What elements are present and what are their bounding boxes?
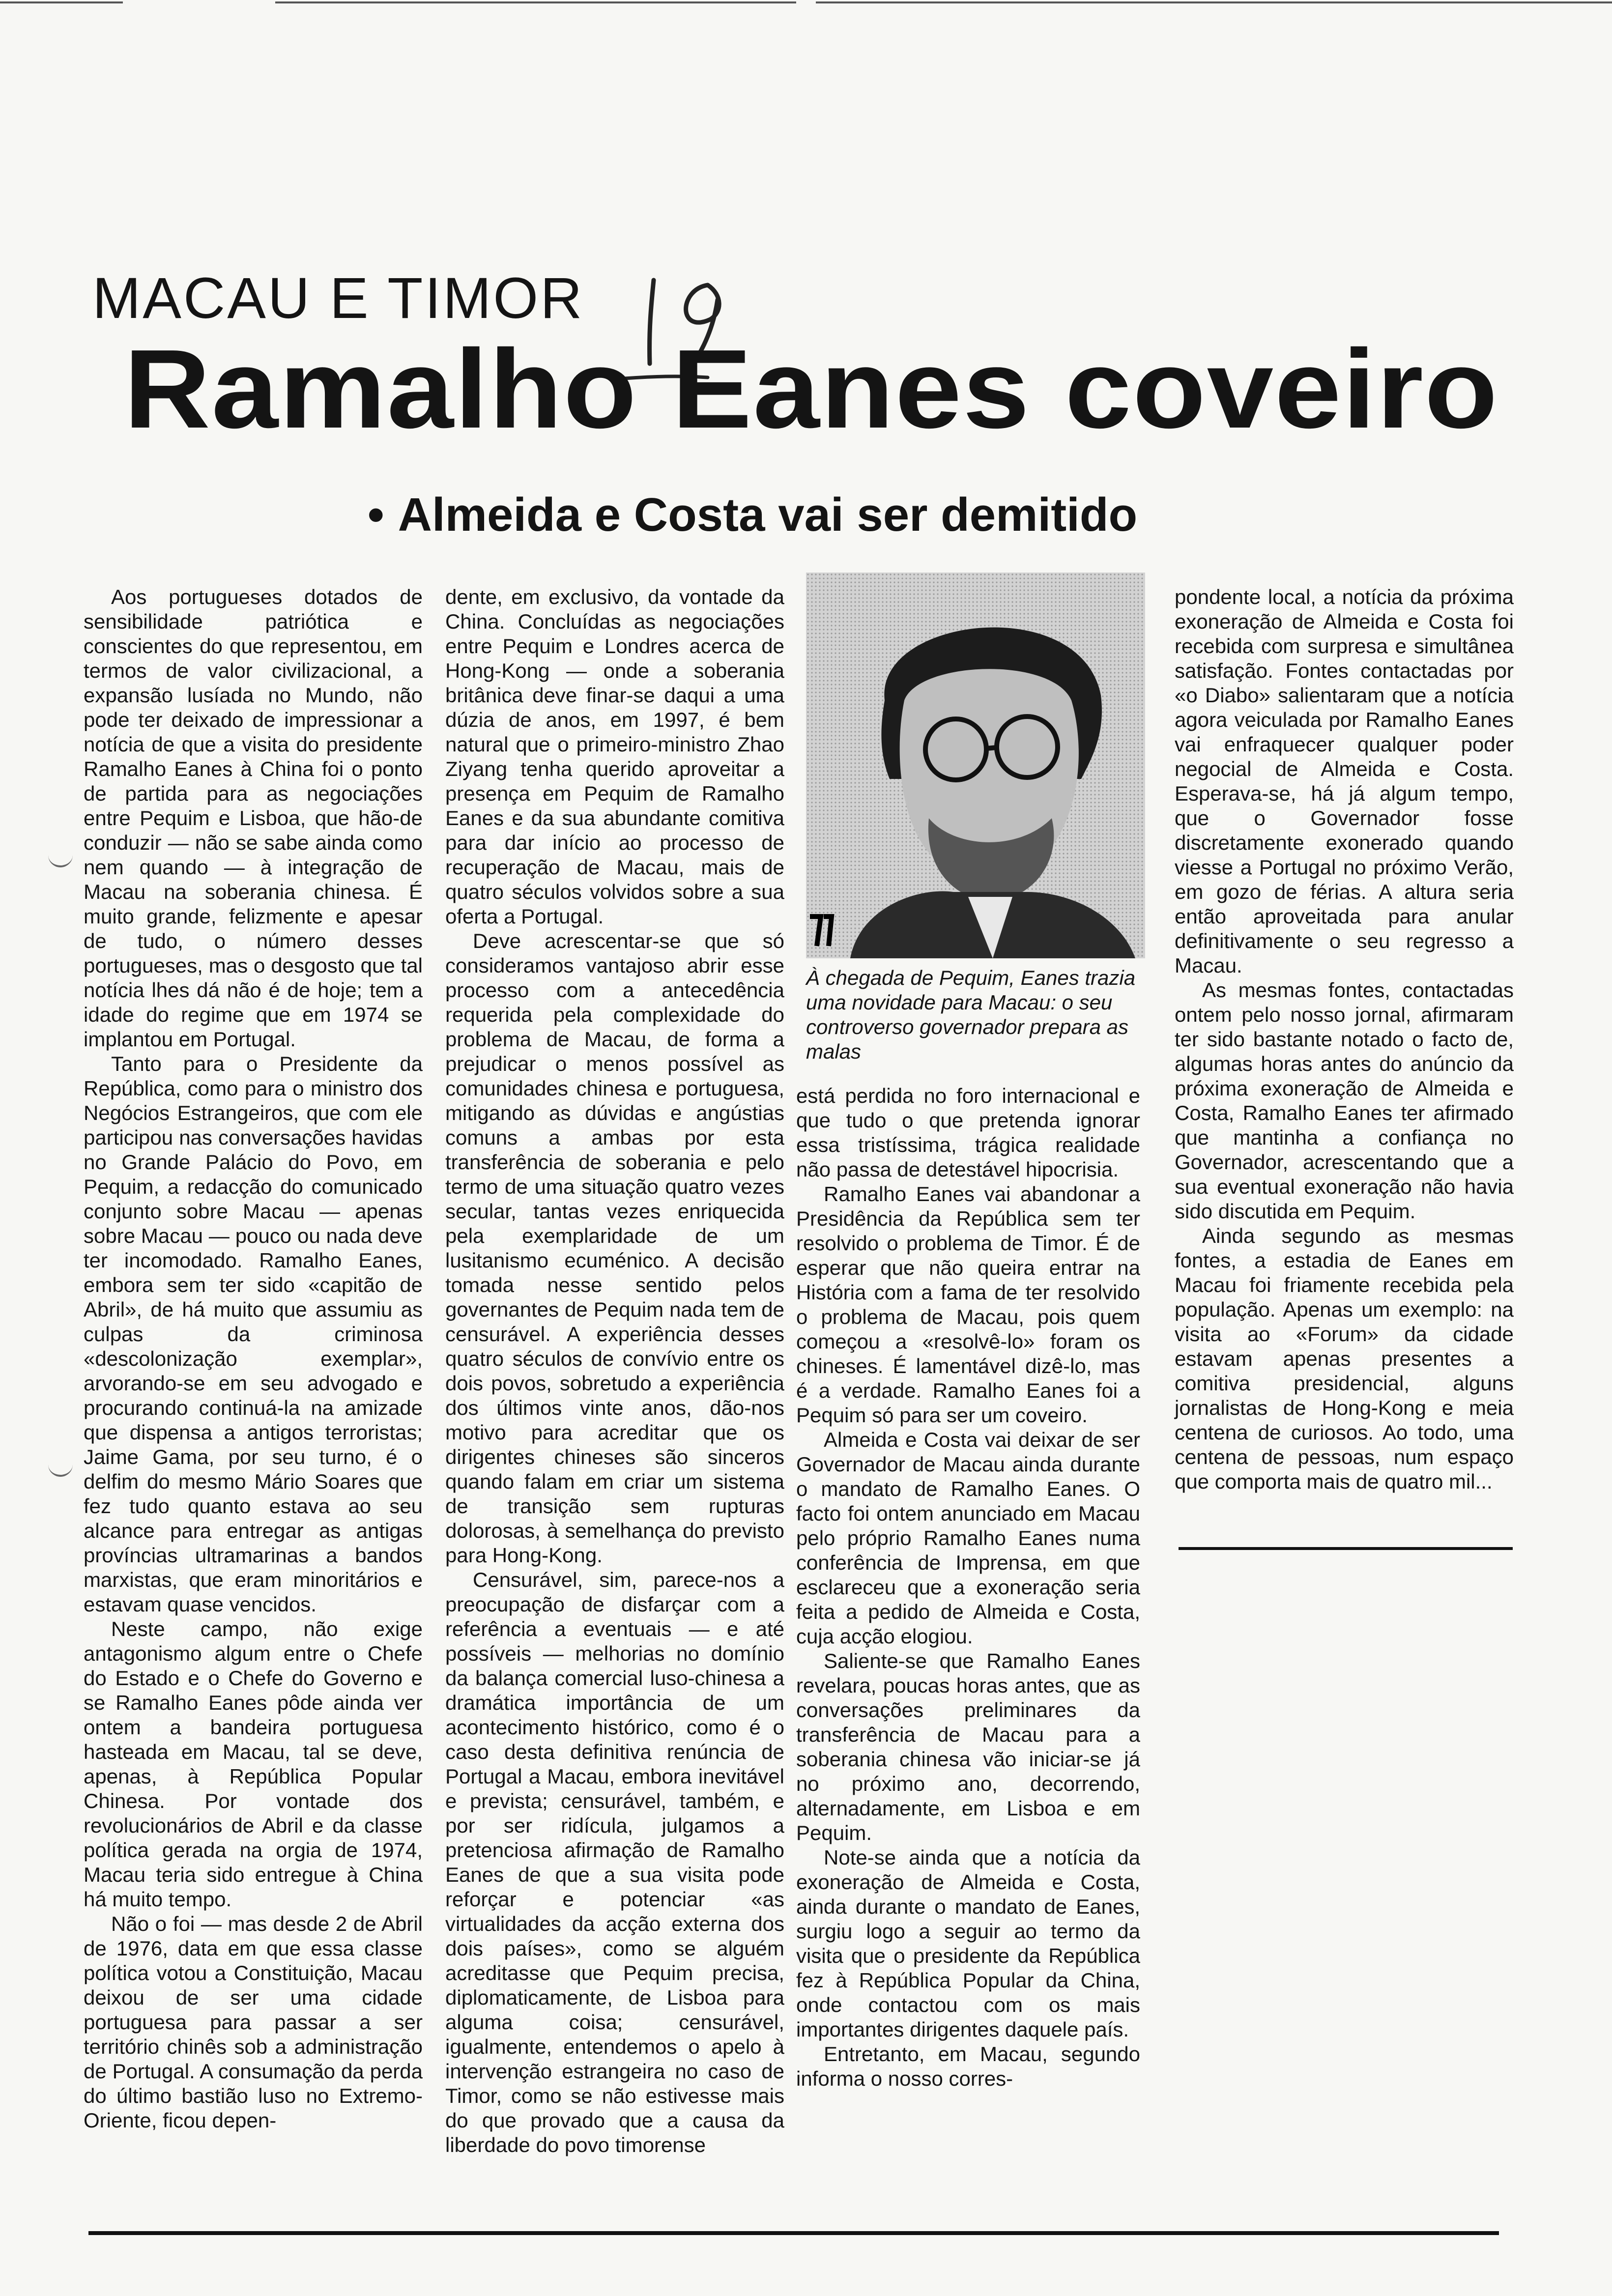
top-rule xyxy=(816,1,1612,3)
column-3 xyxy=(796,1084,1140,2091)
top-rule xyxy=(275,1,796,3)
photo-caption: À chegada de Pequim, Eanes trazia uma novidade para Macau: o seu controverso governador prepara as malas xyxy=(806,966,1136,1063)
kicker: MACAU E TIMOR xyxy=(92,266,584,331)
bottom-rule xyxy=(88,2231,1499,2235)
paragraph: Não o foi — mas desde 2 de Abril de 1976, data em que essa classe política votou a Constituição, Macau deixou de ser uma cidade portuguesa para passar a ser território chinês sob a administração de Portugal. A consumação da perda do último bastião luso no Extremo-Oriente, ficou depen- xyxy=(84,1912,423,2132)
paragraph: Aos portugueses dotados de sensibilidade patriótica e conscientes do que representou, em termos de valor civilizacional, a expansão lusíada no Mundo, não pode ter deixado de impressionar a notícia de que a visita do presidente Ramalho Eanes à China foi o ponto de partida para as negociações entre Pequim e Lisboa, que hão-de conduzir — não se sabe ainda como nem quando — à integração de Macau na soberania chinesa. É muito grande, felizmente e apesar de tudo, o número desses portugueses, mas o desgosto que tal notícia lhes dá não é de hoje; tem a idade do regime que em 1974 se implantou em Portugal. xyxy=(84,585,423,1051)
paragraph: Ainda segundo as mesmas fontes, a estadia de Eanes em Macau foi friamente recebida pela população. Apenas um exemplo: na visita ao «Forum» da cidade estavam apenas presentes a comitiva presidencial, alguns jornalistas de Hong-Kong e meia centena de curiosos. Ao todo, uma centena de pessoas, num espaço que comporta mais de quatro mil... xyxy=(1175,1224,1514,1493)
column-4 xyxy=(1175,585,1514,1494)
paragraph: Saliente-se que Ramalho Eanes revelara, poucas horas antes, que as conversações preliminares da transferência de Macau para a soberania chinesa vão iniciar-se já no próximo ano, decorrendo, alternadamente, em Lisboa e em Pequim. xyxy=(796,1649,1140,1844)
bullet-icon: • xyxy=(368,488,384,541)
article-end-rule xyxy=(1179,1547,1513,1550)
paragraph: Censurável, sim, parece-nos a preocupação de disfarçar com a referência a eventuais — e até possíveis — melhorias no domínio da balança comercial luso-chinesa a dramática importância de um acontecimento histórico, como é o caso desta definitiva renúncia de Portugal a Macau, embora inevitável e prevista; censurável, também, e por ser ridícula, julgamos a pretenciosa afirmação de Ramalho Eanes de que a sua visita pode reforçar e potenciar «as virtualidades da acção externa dos dois países», como se alguém acreditasse que Pequim precisa, diplomaticamente, de Lisboa para alguma coisa; censurável, igualmente, entendemos o apelo à intervenção estrangeira no caso de Timor, como se não estivesse mais do que provado que a causa da liberdade do povo timorense xyxy=(445,1568,784,2156)
column-2 xyxy=(445,585,784,2157)
subheadline-text: Almeida e Costa vai ser demitido xyxy=(398,488,1138,541)
subheadline xyxy=(368,488,1138,541)
paragraph: Entretanto, em Macau, segundo informa o nosso corres- xyxy=(796,2042,1140,2090)
paragraph: Tanto para o Presidente da República, como para o ministro dos Negócios Estrangeiros, que com ele participou nas conversações havidas no Grande Palácio do Povo, em Pequim, a redacção do comunicado conjunto sobre Macau — apenas sobre Macau — pouco ou nada deve ter incomodado. Ramalho Eanes, embora sem ter sido «capitão de Abril», de há muito que assumiu as culpas da criminosa «descolonização exemplar», arvorando-se em seu advogado e procurando continuá-la na amizade que dispensa a antigos terroristas; Jaime Gama, por seu turno, é o delfim do mesmo Mário Soares que fez tudo quanto estava ao seu alcance para entregar as antigas províncias ultramarinas a bandos marxistas, que eram minoritários e estavam quase vencidos. xyxy=(84,1052,423,1616)
column-1 xyxy=(84,585,423,2133)
paragraph: está perdida no foro internacional e que tudo o que pretenda ignorar essa tristíssima, trágica realidade não passa de detestável hipocrisia. xyxy=(796,1084,1140,1181)
margin-mark-icon xyxy=(48,853,73,867)
headline: Ramalho Eanes coveiro xyxy=(124,327,1499,452)
paragraph: As mesmas fontes, contactadas ontem pelo nosso jornal, afirmaram ter sido bastante notado o facto de, algumas horas antes do anúncio da próxima exoneração de Almeida e Costa, Ramalho Eanes ter afirmado que mantinha a confiança no Governador, acrescentando que a sua eventual exoneração não havia sido discutida em Pequim. xyxy=(1175,978,1514,1223)
paragraph: Note-se ainda que a notícia da exoneração de Almeida e Costa, ainda durante o mandato de Eanes, surgiu logo a seguir ao termo da visita que o presidente da República fez à República Popular da China, onde contactou com os mais importantes dirigentes daquele país. xyxy=(796,1846,1140,2041)
paragraph: Ramalho Eanes vai abandonar a Presidência da República sem ter resolvido o problema de Timor. É de esperar que não queira entrar na História com a fama de ter resolvido o problema de Macau, pois quem começou a «resolvê-lo» foram os chineses. É lamentável dizê-lo, mas é a verdade. Ramalho Eanes foi a Pequim só para ser um coveiro. xyxy=(796,1182,1140,1427)
paragraph: Deve acrescentar-se que só consideramos vantajoso abrir esse processo com a antecedência requerida pela complexidade do problema de Macau, de forma a prejudicar o menos possível as comunidades chinesa e portuguesa, mitigando as dúvidas e angústias comuns a ambas por esta transferência de soberania e pelo termo de uma situação quatro vezes secular, tantas vezes enriquecida pela exemplaridade de um lusitanismo ecuménico. A decisão tomada nesse sentido pelos governantes de Pequim nada tem de censurável. A experiência desses quatro séculos de convívio entre os dois povos, sobretudo a experiência dos últimos vinte anos, dão-nos motivo para acreditar que os dirigentes chineses são sinceros quando falam em criar um sistema de transição sem rupturas dolorosas, à semelhança do previsto para Hong-Kong. xyxy=(445,929,784,1567)
paragraph: dente, em exclusivo, da vontade da China. Concluídas as negociações entre Pequim e Londres acerca de Hong-Kong — onde a soberania britânica deve finar-se daqui a uma dúzia de anos, em 1997, é bem natural que o primeiro-ministro Zhao Ziyang tenha querido aproveitar a presença em Pequim de Ramalho Eanes e da sua abundante comitiva para dar início ao processo de recuperação de Macau, mais de quatro séculos volvidos sobre a sua oferta a Portugal. xyxy=(445,585,784,928)
paragraph: Almeida e Costa vai deixar de ser Governador de Macau ainda durante o mandato de Ramalho Eanes. O facto foi ontem anunciado em Macau pelo próprio Ramalho Eanes numa conferência de Imprensa, em que esclareceu que a exoneração seria feita a pedido de Almeida e Costa, cuja acção elogiou. xyxy=(796,1428,1140,1648)
margin-mark-icon xyxy=(48,1462,73,1477)
paragraph: Neste campo, não exige antagonismo algum entre o Chefe do Estado e o Chefe do Governo e se Ramalho Eanes pôde ainda ver ontem a bandeira portuguesa hasteada em Macau, tal se deve, apenas, à República Popular Chinesa. Por vontade dos revolucionários de Abril e da classe política gerada na orgia de 1974, Macau teria sido entregue à China há muito tempo. xyxy=(84,1617,423,1911)
top-rule xyxy=(0,1,123,3)
paragraph: pondente local, a notícia da próxima exoneração de Almeida e Costa foi recebida com surpresa e simultânea satisfação. Fontes contactadas por «o Diabo» salientaram que a notícia agora veiculada por Ramalho Eanes vai enfraquecer qualquer poder negocial de Almeida e Costa. Esperava-se, há já algum tempo, que o Governador fosse discretamente exonerado quando viesse a Portugal no próximo Verão, em gozo de férias. A altura seria então aproveitada para anular definitivamente o seu regresso a Macau. xyxy=(1175,585,1514,977)
portrait-photo xyxy=(806,573,1145,958)
